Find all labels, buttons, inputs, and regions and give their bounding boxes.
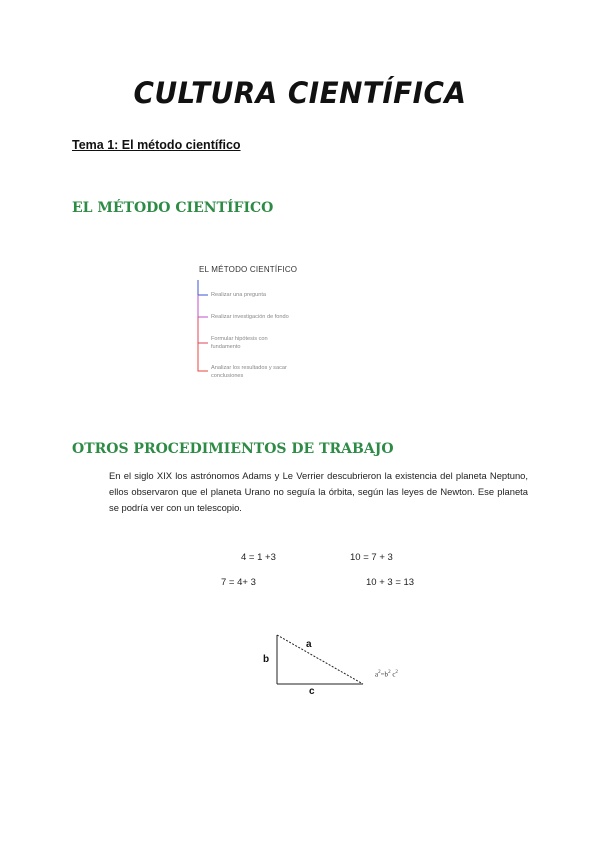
branch-line-4 — [198, 343, 208, 371]
equation-2: 10 = 7 + 3 — [350, 552, 393, 563]
triangle-hypotenuse-a — [277, 635, 363, 684]
formula-base-a: a — [375, 670, 379, 679]
equation-4: 10 + 3 = 13 — [366, 577, 415, 588]
branch-line-3 — [198, 317, 208, 343]
document-title: CULTURA CIENTÍFICA — [133, 76, 467, 110]
body-paragraph: En el siglo XIX los astrónomos Adams y Le Verrier descubrieron la existencia del planeta Neptuno, ellos observaron que el planeta Urano no seguía la órbita, según las leyes de Newton. Ese planeta se podría ver con un telescopio. — [109, 470, 528, 513]
branch-line-1 — [198, 280, 208, 295]
mind-map-item-2: Realizar investigación de fondo — [211, 314, 289, 320]
equation-1: 4 = 1 +3 — [241, 552, 276, 563]
topic-heading: Tema 1: El método científico — [72, 138, 241, 152]
formula-exp-2: 2 — [388, 670, 391, 675]
formula-exp-3: 2 — [395, 670, 398, 675]
formula-plus-c: c — [390, 670, 396, 679]
branch-line-2 — [198, 295, 208, 317]
mind-map-item-1: Realizar una pregunta — [211, 292, 267, 298]
mind-map-item-4: Analizar los resultados y sacar conclusiones — [211, 365, 287, 379]
section-heading-method: EL MÉTODO CIENTÍFICO — [72, 200, 274, 216]
triangle-label-a: a — [306, 639, 312, 650]
formula-exp-1: 2 — [378, 670, 381, 675]
equation-3: 7 = 4+ 3 — [221, 577, 256, 588]
mind-map-item-3: Formular hipótesis con fundamento — [211, 336, 268, 350]
section-heading-procedures: OTROS PROCEDIMIENTOS DE TRABAJO — [72, 441, 394, 457]
pythagorean-formula — [375, 670, 398, 678]
triangle-label-b: b — [263, 654, 270, 665]
mind-map-title: EL MÉTODO CIENTÍFICO — [199, 265, 298, 274]
triangle-label-c: c — [309, 686, 315, 697]
right-triangle-figure — [270, 630, 370, 690]
formula-eq-b: =b — [380, 670, 389, 679]
